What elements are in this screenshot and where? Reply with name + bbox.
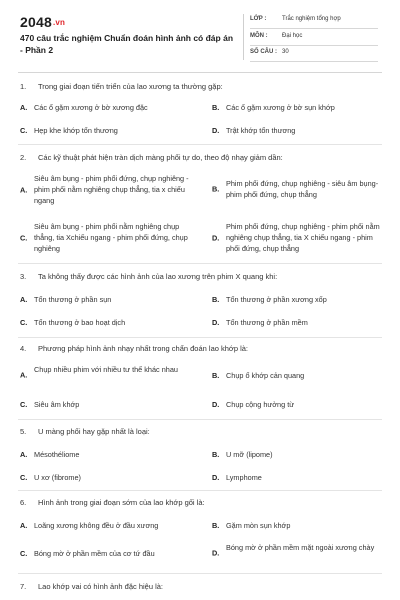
meta-subject-key: MÔN : xyxy=(250,33,268,39)
option-letter: B. xyxy=(212,184,220,194)
option-text: U mỡ (lipome) xyxy=(226,450,273,459)
option-letter: C. xyxy=(20,126,28,135)
option-text: Bóng mờ ở phần mềm của cơ tứ đầu xyxy=(34,549,155,558)
option-text: Loãng xương không đều ở đầu xương xyxy=(34,521,159,530)
option-letter: D. xyxy=(212,318,220,327)
question-separator xyxy=(18,144,382,145)
option-text: Chụp cộng hưởng từ xyxy=(226,400,295,409)
option-letter: A. xyxy=(20,295,28,304)
option-letter: D. xyxy=(212,473,220,482)
option-letter: B. xyxy=(212,295,220,304)
option-letter: A. xyxy=(20,450,28,459)
option-letter: B. xyxy=(212,450,220,459)
header-rule xyxy=(18,72,382,73)
option-text: Lymphome xyxy=(226,473,262,482)
option-letter: B. xyxy=(212,521,220,530)
option-letter: A. xyxy=(20,185,28,194)
option-text: Phim phổi đứng, chụp nghiêng - siêu âm bụng- phim phổi đứng, chụp thẳng xyxy=(226,179,379,199)
option-text: Bóng mờ ở phần mềm mặt ngoài xương chày xyxy=(226,543,375,552)
question-number: 4. xyxy=(20,344,27,353)
question-text: Trong giai đoạn tiến triển của lao xương ta thường gặp: xyxy=(38,82,223,91)
option-letter: D. xyxy=(212,126,220,135)
question-separator xyxy=(18,337,382,338)
question-text: Hình ảnh trong giai đoạn sớm của lao khớp gối là: xyxy=(38,498,205,507)
option-letter: B. xyxy=(212,103,220,112)
option-letter: C. xyxy=(20,400,28,409)
option-letter: A. xyxy=(20,521,28,530)
q2-option-d[interactable] xyxy=(212,221,382,254)
option-letter: A. xyxy=(20,103,28,112)
question-text: Ta không thấy được các hình ảnh của lao xương trên phim X quang khi: xyxy=(38,272,278,281)
option-letter: A. xyxy=(20,370,28,380)
option-text: Mésothéliome xyxy=(34,450,80,459)
meta-subject-value: Đại học xyxy=(282,33,303,39)
question-separator xyxy=(18,419,382,420)
option-text: U xơ (fibrome) xyxy=(34,473,81,482)
option-letter: C. xyxy=(20,318,28,327)
q6-option-d[interactable] xyxy=(212,542,382,564)
q2-option-b[interactable] xyxy=(212,178,382,200)
option-letter: C. xyxy=(20,233,28,242)
option-text: Tổn thương ở phần mềm xyxy=(226,318,308,327)
document-header xyxy=(0,0,400,70)
option-text: Phim phổi đứng, chụp nghiêng - phim phổi nằm nghiêng chụp thẳng, tia X chiếu ngang - phim phổi đứng, chụp thẳng xyxy=(226,222,380,253)
meta-count-value: 30 xyxy=(282,49,289,55)
question-number: 6. xyxy=(20,498,27,507)
question-text: U màng phổi hay gặp nhất là loại: xyxy=(38,427,150,436)
document-title: 470 câu trắc nghiệm Chuẩn đoán hình ảnh có đáp án - Phần 2 xyxy=(20,33,234,55)
option-text: Siêu âm bụng - phim phổi nằm nghiêng chụp thẳng, tia Xchiếu ngang - phim phổi đứng, chụp nghiêng xyxy=(34,222,188,253)
option-text: Tổn thương ở bao hoạt dịch xyxy=(34,318,126,327)
option-letter: C. xyxy=(20,549,28,558)
option-text: Các ổ gặm xương ở bờ sụn khớp xyxy=(226,103,335,112)
question-number: 2. xyxy=(20,153,27,162)
option-letter: C. xyxy=(20,473,28,482)
site-logo[interactable] xyxy=(20,14,65,30)
option-text: Hẹp khe khớp tổn thương xyxy=(34,126,118,135)
option-text: Tổn thương ở phần xương xốp xyxy=(226,295,327,304)
meta-class-value: Trắc nghiệm tổng hợp xyxy=(282,16,341,22)
option-letter: D. xyxy=(212,548,220,558)
meta-subject-row xyxy=(250,31,378,46)
option-text: Chụp nhiều phim với nhiều tư thế khác nhau xyxy=(34,365,178,374)
q2-option-a[interactable] xyxy=(20,173,200,206)
header-divider xyxy=(243,14,244,60)
option-letter: D. xyxy=(212,400,220,409)
option-text: Siêu âm khớp xyxy=(34,400,80,409)
q4-option-a[interactable] xyxy=(20,364,200,386)
question-text: Các kỹ thuật phát hiện tràn dịch màng phổi tự do, theo độ nhạy giảm dần: xyxy=(38,153,283,162)
question-separator xyxy=(18,490,382,491)
question-text: Phương pháp hình ảnh nhạy nhất trong chẩn đoán lao khớp là: xyxy=(38,344,249,353)
meta-class-row xyxy=(250,14,378,29)
option-text: Các ổ gặm xương ở bờ xương đặc xyxy=(34,103,148,112)
option-text: Trật khớp tổn thương xyxy=(226,126,296,135)
logo-suffix: .vn xyxy=(52,18,66,27)
question-number: 3. xyxy=(20,272,27,281)
option-letter: B. xyxy=(212,371,220,380)
option-text: Gặm mòn sụn khớp xyxy=(226,521,291,530)
meta-count-row xyxy=(250,47,378,62)
question-number: 7. xyxy=(20,582,27,591)
question-number: 1. xyxy=(20,82,27,91)
option-text: Siêu âm bụng - phim phổi đứng, chụp nghiêng - phim phổi nằm nghiêng chụp thẳng, tia x chiếu ngang xyxy=(34,174,189,205)
option-text: Tổn thương ở phần sụn xyxy=(34,295,112,304)
option-letter: D. xyxy=(212,233,220,242)
q2-option-c[interactable] xyxy=(20,221,200,254)
question-number: 5. xyxy=(20,427,27,436)
meta-count-key: SỐ CÂU : xyxy=(250,49,277,55)
logo-number: 2048 xyxy=(20,14,52,30)
option-text: Chụp ổ khớp cản quang xyxy=(226,371,305,380)
question-text: Lao khớp vai có hình ảnh đặc hiệu là: xyxy=(38,582,164,591)
question-separator xyxy=(18,263,382,264)
meta-class-key: LỚP : xyxy=(250,16,267,22)
question-separator xyxy=(18,573,382,574)
